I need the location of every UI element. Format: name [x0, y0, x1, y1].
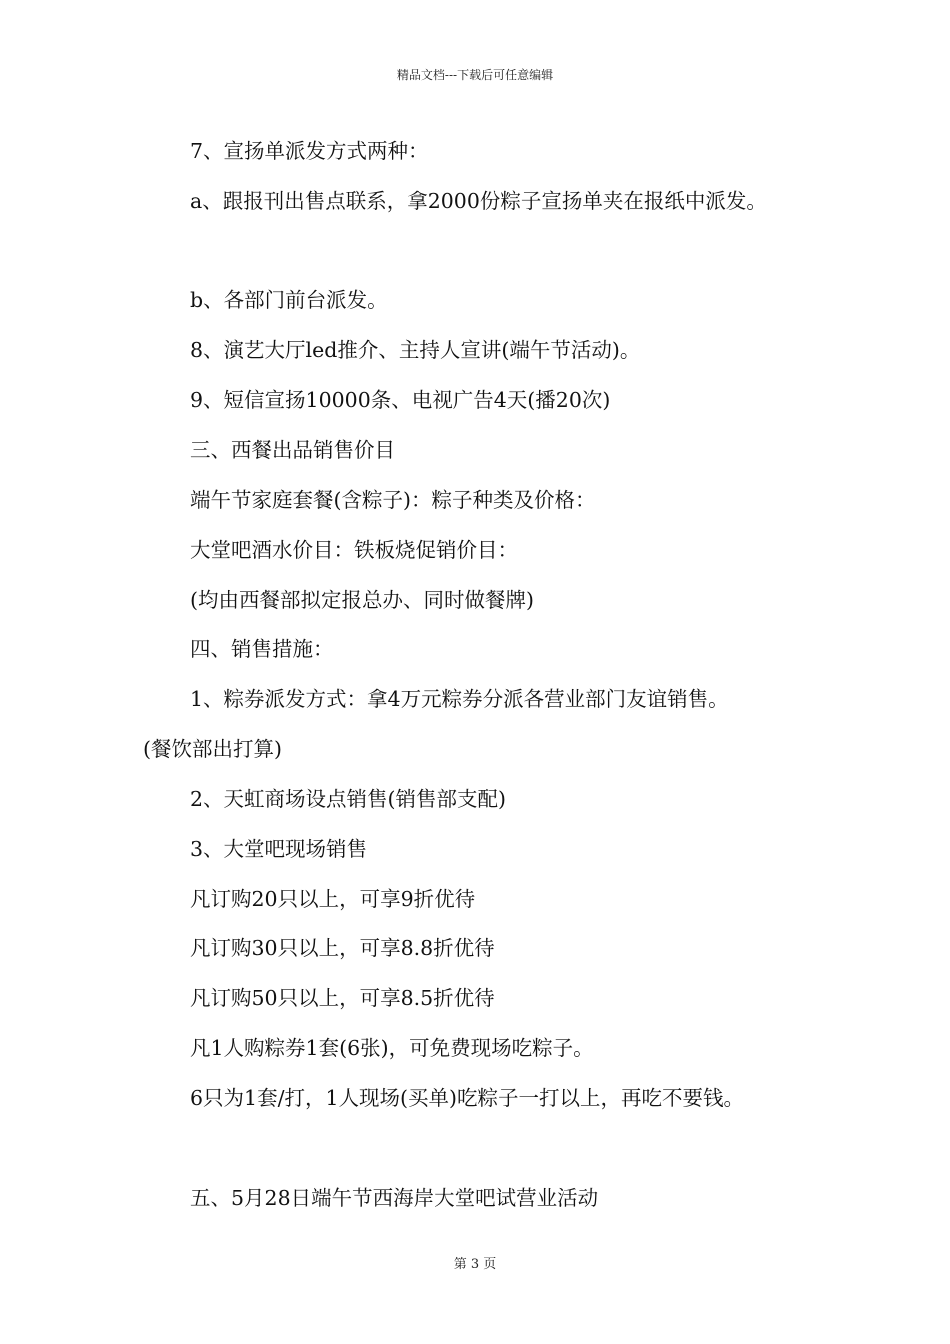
text-line: 2、天虹商场设点销售(销售部支配): [190, 787, 507, 811]
text-line: 3、大堂吧现场销售: [190, 837, 368, 861]
section-heading: 三、西餐出品销售价目: [190, 438, 395, 462]
text-line: 凡1人购粽券1套(6张)，可免费现场吃粽子。: [190, 1036, 594, 1060]
text-line: (餐饮部出打算): [143, 737, 282, 761]
text-line: 7、宣扬单派发方式两种：: [190, 139, 429, 163]
text-line: 凡订购50只以上，可享8.5折优待: [190, 986, 495, 1010]
page-number: 第 3 页: [453, 1257, 497, 1272]
text-line: 凡订购20只以上，可享9折优待: [190, 887, 476, 911]
text-line: 1、粽券派发方式：拿4万元粽券分派各营业部门友谊销售。: [190, 687, 729, 711]
section-heading: 五、5月28日端午节西海岸大堂吧试营业活动: [190, 1186, 599, 1210]
page-header: 精品文档---下载后可任意编辑: [396, 68, 554, 82]
text-line: 端午节家庭套餐(含粽子)：粽子种类及价格：: [190, 488, 596, 512]
text-line: 凡订购30只以上，可享8.8折优待: [190, 936, 495, 960]
text-line: 大堂吧酒水价目：铁板烧促销价目：: [190, 538, 518, 562]
section-heading: 四、销售措施：: [190, 637, 334, 661]
text-line: 8、演艺大厅led推介、主持人宣讲(端午节活动)。: [190, 338, 641, 362]
text-line: 6只为1套/打，1人现场(买单)吃粽子一打以上，再吃不要钱。: [190, 1086, 745, 1110]
text-line: b、各部门前台派发。: [190, 288, 388, 312]
text-line: a、跟报刊出售点联系，拿2000份粽子宣扬单夹在报纸中派发。: [190, 189, 767, 213]
text-line: 9、短信宣扬10000条、电视广告4天(播20次): [190, 388, 611, 412]
text-line: (均由西餐部拟定报总办、同时做餐牌): [190, 588, 534, 612]
